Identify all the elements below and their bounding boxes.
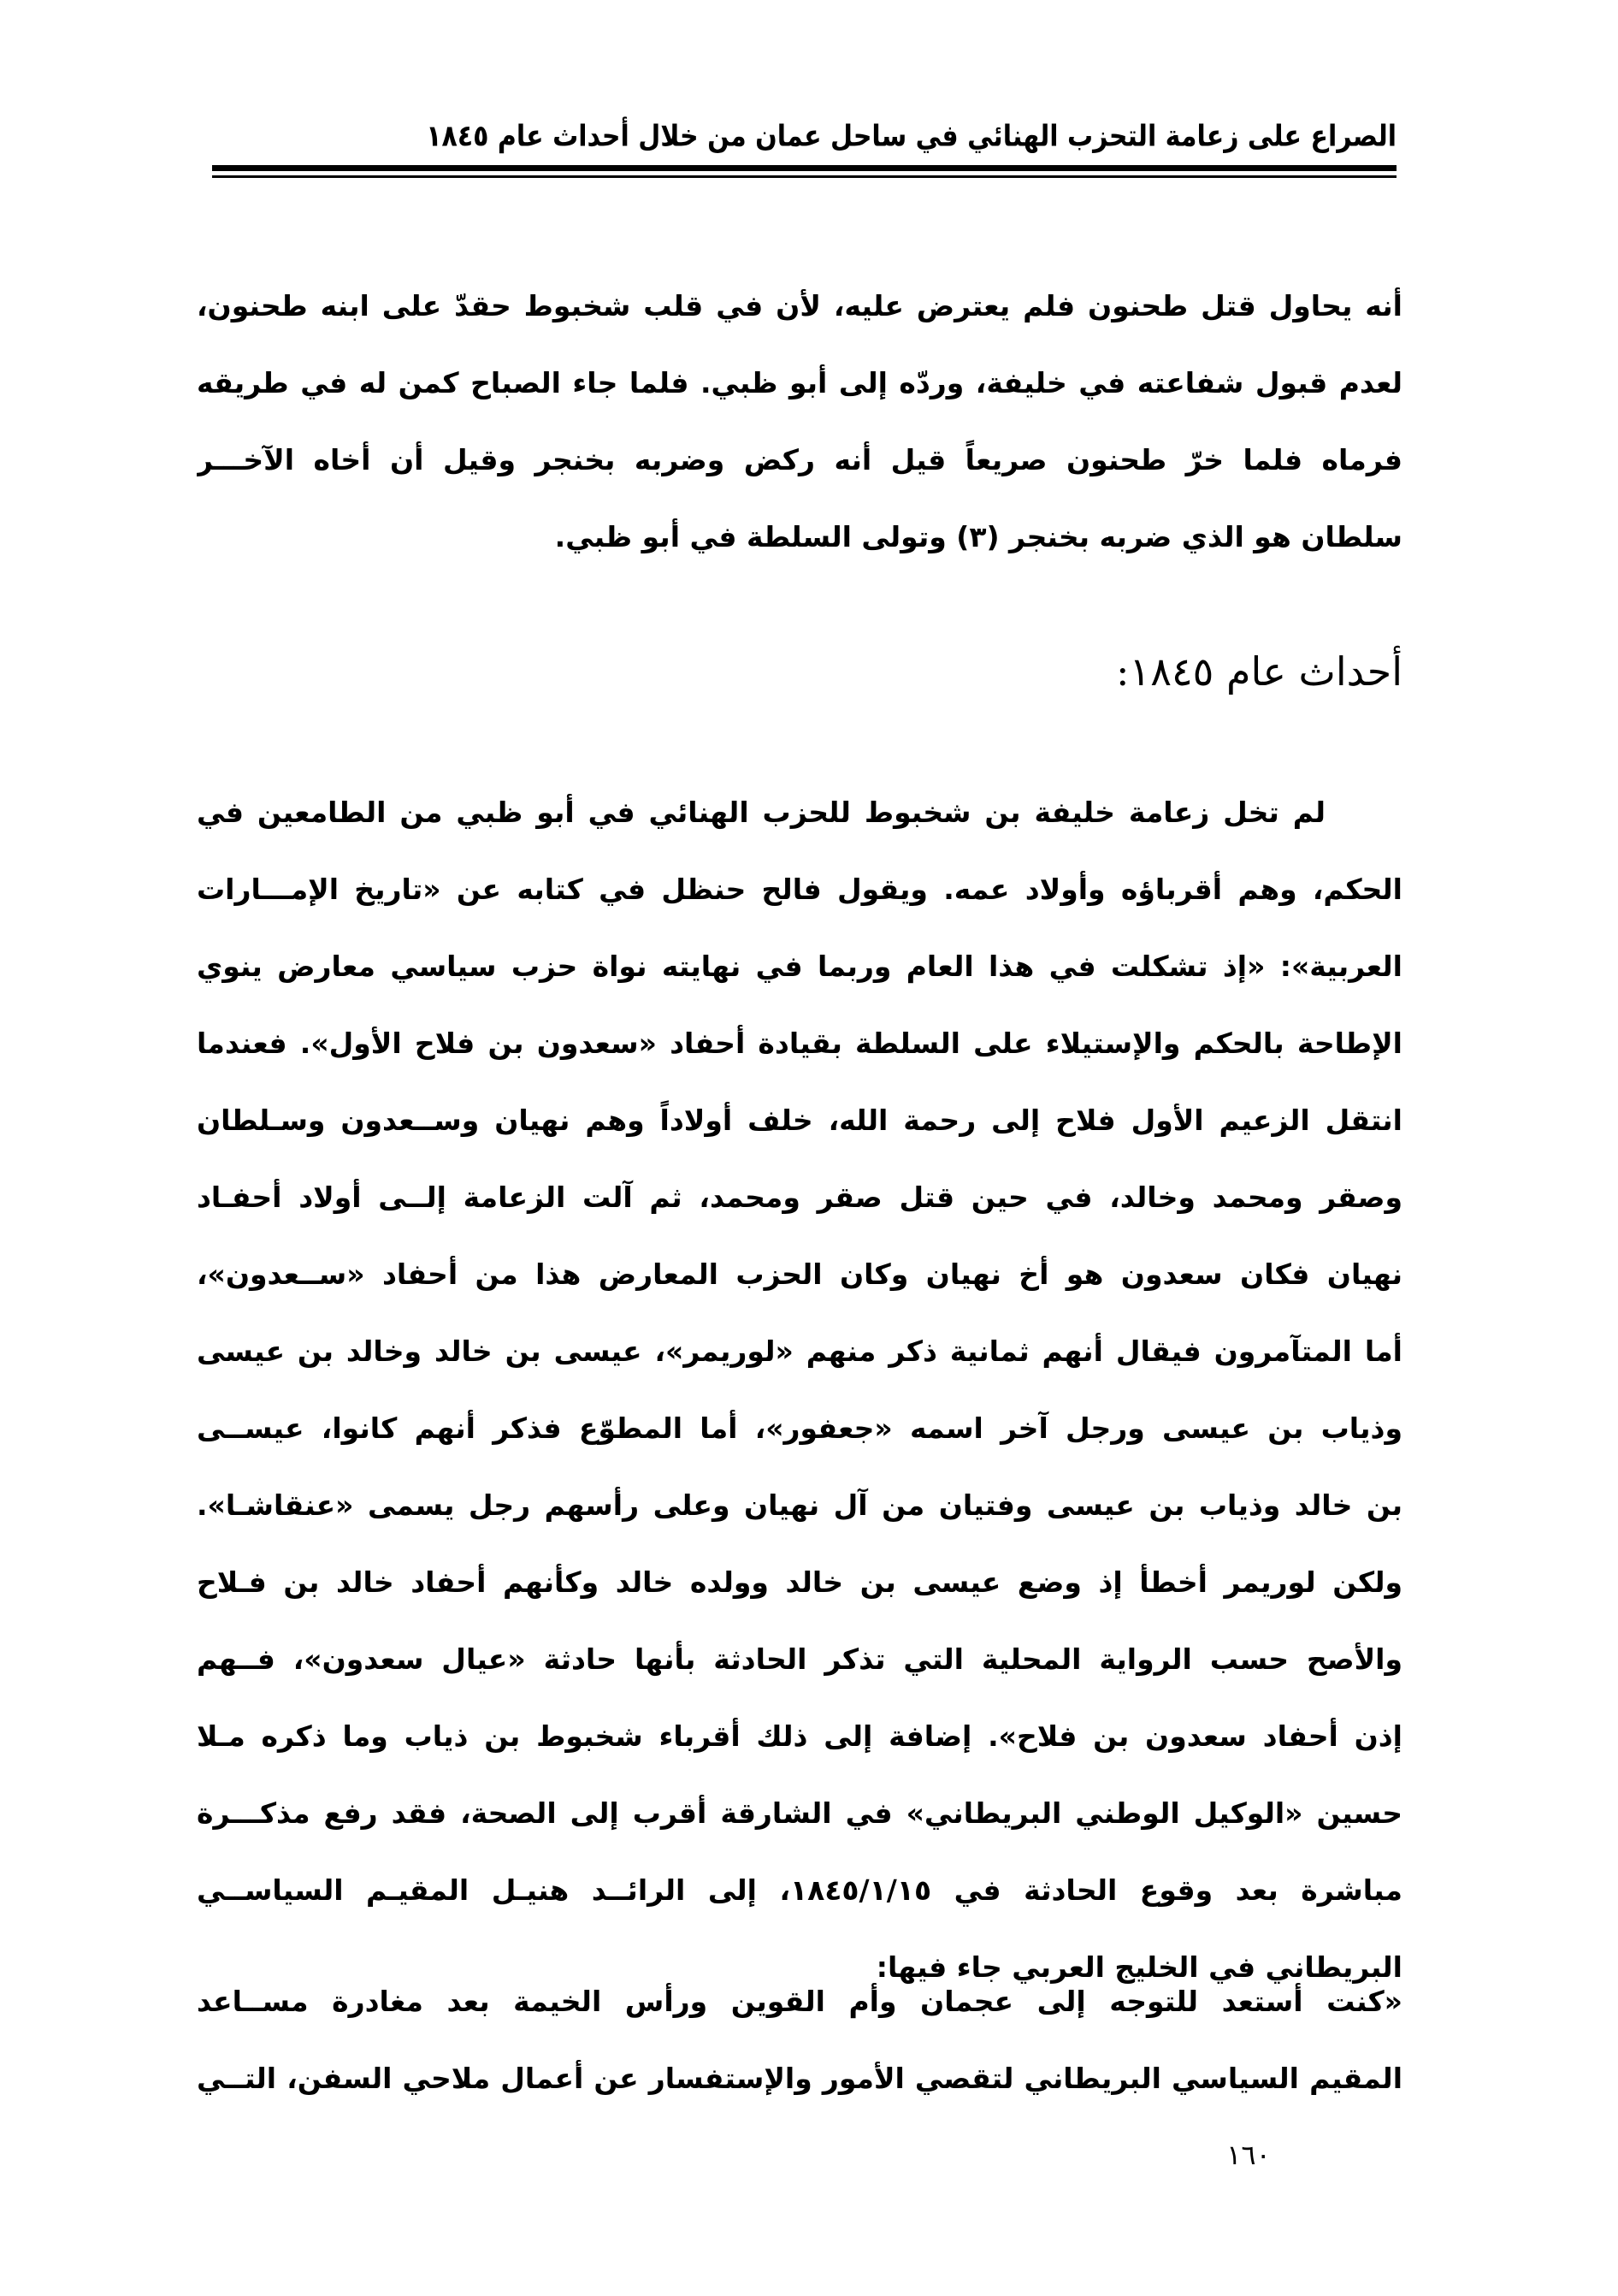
page-number: ١٦٠	[1226, 2139, 1271, 2171]
text-line: البريطاني في الخليج العربي جاء فيها:	[876, 1950, 1402, 1984]
paragraph-3-quote	[197, 1963, 1402, 2117]
running-head: الصراع على زعامة التحزب الهنائي في ساحل عمان من خلال أحداث عام ١٨٤٥	[426, 119, 1397, 154]
text-line: العربية»: «إذ تشكلت في هذا العام وربما في نهايته نواة حزب سياسي معارض ينوي	[197, 950, 1402, 983]
text-line: حسين «الوكيل الوطني البريطاني» في الشارقة أقرب إلى الصحة، فقد رفع مذكـــرة	[197, 1796, 1402, 1830]
text-line: والأصح حسب الرواية المحلية التي تذكر الحادثة بأنها حادثة «عيال سعدون»، فــهم	[197, 1642, 1402, 1676]
text-line: مباشرة بعد وقوع الحادثة في ١٨٤٥/١/١٥، إلى الرائــد هنيـل المقيـم السياســي	[197, 1873, 1402, 1907]
text-line: ولكن لوريمر أخطأ إذ وضع عيسى بن خالد وولده خالد وكأنهم أحفاد خالد بن فـلاح	[197, 1565, 1402, 1599]
text-line: المقيم السياسي البريطاني لتقصي الأمور والإستفسار عن أعمال ملاحي السفن، التــي	[197, 2062, 1402, 2095]
text-line: «كنت أستعد للتوجه إلى عجمان وأم القوين ورأس الخيمة بعد مغادرة مســاعد	[197, 1985, 1402, 2018]
header-rule-thick	[212, 165, 1397, 171]
text-line: سلطان هو الذي ضربه بخنجر (٣) وتولى السلطة في أبو ظبي.	[554, 520, 1402, 553]
text-line: لم تخل زعامة خليفة بن شخبوط للحزب الهنائي في أبو ظبي من الطامعين في	[197, 796, 1326, 829]
text-line: لعدم قبول شفاعته في خليفة، وردّه إلى أبو ظبي. فلما جاء الصباح كمن له في طريقه	[197, 366, 1402, 399]
text-line: فرماه فلما خرّ طحنون صريعاً قيل أنه ركض وضربه بخنجر وقيل أن أخاه الآخـــر	[197, 443, 1402, 476]
text-line: أما المتآمرون فيقال أنهم ثمانية ذكر منهم «لوريمر»، عيسى بن خالد وخالد بن عيسى	[197, 1334, 1402, 1368]
text-line: نهيان فكان سعدون هو أخ نهيان وكان الحزب المعارض هذا من أحفاد «ســعدون»،	[197, 1257, 1402, 1291]
header-rule-thin	[212, 175, 1397, 178]
text-line: أنه يحاول قتل طحنون فلم يعترض عليه، لأن في قلب شخبوط حقدّ على ابنه طحنون،	[197, 289, 1402, 323]
text-line: وذياب بن عيسى ورجل آخر اسمه «جعفور»، أما المطوّع فذكر أنهم كانوا، عيســى	[197, 1411, 1402, 1445]
text-line: وصقر ومحمد وخالد، في حين قتل صقر ومحمد، ثم آلت الزعامة إلــى أولاد أحفـاد	[197, 1181, 1402, 1214]
text-line: الحكم، وهم أقرباؤه وأولاد عمه. ويقول فالح حنظل في كتابه عن «تاريخ الإمـــارات	[197, 873, 1402, 906]
text-line: بن خالد وذياب بن عيسى وفتيان من آل نهيان وعلى رأسهم رجل يسمى «عنقاشـا».	[197, 1488, 1402, 1522]
paragraph-1	[197, 268, 1402, 576]
text-line: انتقل الزعيم الأول فلاح إلى رحمة الله، خلف أولاداً وهم نهيان وســعدون وسـلطان	[197, 1104, 1402, 1137]
text-line: الإطاحة بالحكم والإستيلاء على السلطة بقيادة أحفاد «سعدون بن فلاح الأول». فعندما	[197, 1027, 1402, 1060]
section-heading: أحداث عام ١٨٤٥:	[1116, 648, 1402, 695]
text-line: إذن أحفاد سعدون بن فلاح». إضافة إلى ذلك أقرباء شخبوط بن ذياب وما ذكره مـلا	[197, 1719, 1402, 1753]
paragraph-2	[197, 774, 1402, 2006]
